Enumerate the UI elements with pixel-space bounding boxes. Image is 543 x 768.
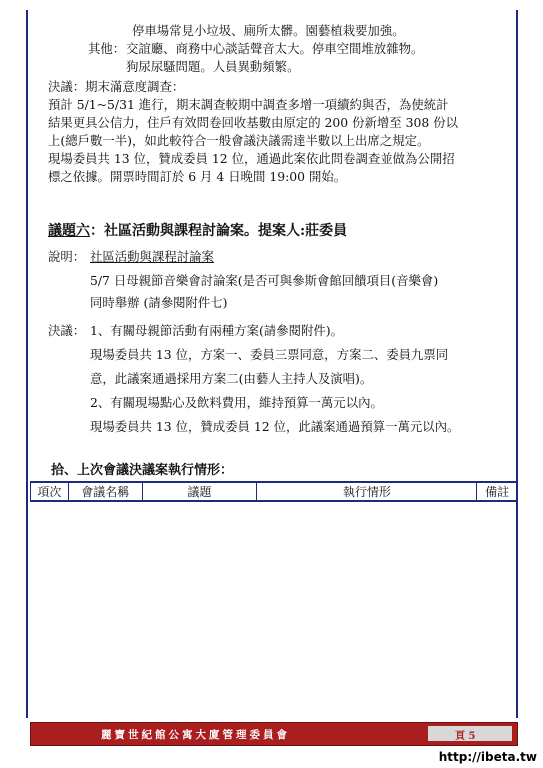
resolution-2-item-1: 1、有關母親節活動有兩種方案(請參閱附件)。 <box>90 323 343 338</box>
document-page <box>26 10 518 752</box>
explanation-label: 說明： <box>48 249 86 264</box>
header-item-no: 項次 <box>31 482 69 501</box>
page-number: 頁 5 <box>455 731 476 742</box>
footer-bar <box>30 722 518 746</box>
explanation-line-2: 同時舉辦 (請參閱附件七) <box>90 295 228 310</box>
resolution-2-item-1-b: 意，此議案通過採用方案二(由藝人主持人及演唱)。 <box>90 371 373 386</box>
header-topic: 議題 <box>142 482 257 501</box>
resolution-1-title: 決議：期末滿意度調查： <box>48 79 185 94</box>
resolution-1-p3: 上(總戶數一半)，如此較符合一般會議決議需達半數以上出席之規定。 <box>48 133 430 148</box>
watermark: http://ibeta.tw <box>438 750 537 764</box>
other-label: 其他： <box>88 41 126 56</box>
resolution-1-p4: 現場委員共 13 位，贊成委員 12 位，通過此案依此問卷調查並做為公開招 <box>48 151 455 166</box>
topic-six-tag: 議題六 <box>48 223 90 239</box>
execution-table <box>30 481 518 502</box>
header-remarks: 備註 <box>477 482 518 501</box>
resolution-1-p5: 標之依據。開票時間訂於 6 月 4 日晚間 19:00 開始。 <box>48 169 347 184</box>
footer-title: 麗寶世紀館公寓大廈管理委員會 <box>101 729 290 741</box>
other-text-2: 狗尿尿騷問題。人員異動頻繁。 <box>126 59 300 74</box>
header-status: 執行情形 <box>257 482 477 501</box>
resolution-2-item-2: 2、有關現場點心及飲料費用，維持預算一萬元以內。 <box>90 395 383 410</box>
topic-six-text: ：社區活動與課程討論案。提案人:莊委員 <box>90 223 348 239</box>
parking-text: 停車場常見小垃圾、廁所太髒。園藝植栽要加強。 <box>132 23 405 38</box>
page-border-right <box>516 10 518 718</box>
resolution-2-item-1-a: 現場委員共 13 位，方案一、委員三票同意，方案二、委員九票同 <box>90 347 449 362</box>
page-border-left <box>26 10 28 718</box>
explanation-line-1: 5/7 日母親節音樂會討論案(是否可與參斯會館回饋項目(音樂會) <box>90 273 439 288</box>
explanation-title: 社區活動與課程討論案 <box>90 249 214 264</box>
topic-six-heading <box>48 220 347 240</box>
section-ten-title: 拾、上次會議決議案執行情形： <box>51 463 234 478</box>
table-header-row <box>31 482 518 501</box>
resolution-1-p1: 預計 5/1~5/31 進行，期末調查較期中調查多增一項續約與否，為使統計 <box>48 97 449 112</box>
header-meeting-name: 會議名稱 <box>68 482 142 501</box>
other-text-1: 交誼廳、商務中心談話聲音太大。停車空間堆放雜物。 <box>126 41 424 56</box>
resolution-2-label: 決議： <box>48 323 86 338</box>
footer-page-box <box>428 726 512 741</box>
resolution-2-item-2-a: 現場委員共 13 位，贊成委員 12 位，此議案通過預算一萬元以內。 <box>90 419 460 434</box>
resolution-1-p2: 結果更具公信力，住戶有效問卷回收基數由原定的 200 份新增至 308 份以 <box>48 115 458 130</box>
